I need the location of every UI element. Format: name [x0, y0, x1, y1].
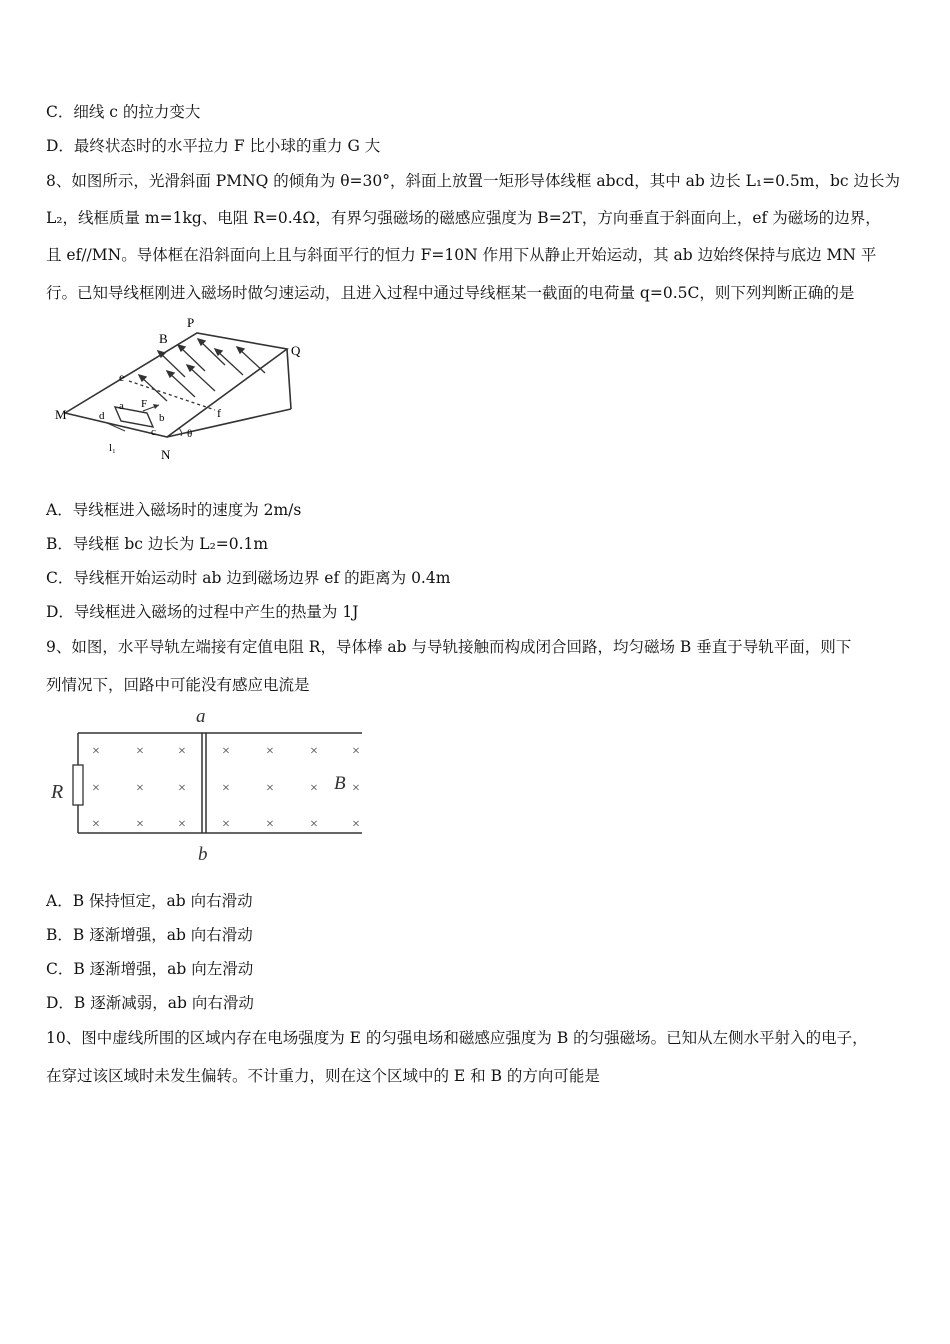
incline-right-edge: [287, 349, 291, 409]
label-r: R: [51, 781, 64, 803]
q8-option-d: D．导线框进入磁场的过程中产生的热量为 1J: [46, 603, 359, 621]
q8-option-b: B．导线框 bc 边长为 L₂=0.1m: [46, 535, 269, 553]
label-b-field: B: [334, 773, 346, 794]
q9-option-b: B．B 逐渐增强，ab 向右滑动: [46, 926, 253, 944]
q7-option-c: C．细线 c 的拉力变大: [46, 103, 201, 121]
svg-text:×: ×: [310, 817, 318, 832]
label-a: a: [119, 400, 124, 412]
resistor: [73, 765, 83, 805]
svg-text:×: ×: [92, 781, 100, 796]
q7-option-d: D．最终状态时的水平拉力 F 比小球的重力 G 大: [46, 137, 381, 155]
label-force: F: [141, 398, 148, 410]
label-d: d: [99, 410, 105, 422]
svg-text:×: ×: [266, 744, 274, 759]
q10-stem-line-2: 在穿过该区域时未发生偏转。不计重力，则在这个区域中的 E 和 B 的方向可能是: [46, 1067, 600, 1085]
label-a: a: [196, 706, 206, 727]
svg-text:×: ×: [266, 817, 274, 832]
label-e: e: [119, 370, 125, 384]
svg-text:×: ×: [310, 781, 318, 796]
svg-text:×: ×: [222, 781, 230, 796]
svg-text:×: ×: [222, 744, 230, 759]
q9-option-a: A．B 保持恒定，ab 向右滑动: [46, 892, 253, 910]
q8-incline-figure: [55, 315, 315, 465]
q9-stem-line-2: 列情况下，回路中可能没有感应电流是: [46, 676, 310, 694]
label-n: N: [161, 447, 171, 462]
svg-text:×: ×: [136, 781, 144, 796]
label-c: c: [151, 426, 156, 438]
q8-option-a: A．导线框进入磁场时的速度为 2m/s: [46, 501, 302, 519]
label-l1: l₁: [109, 442, 116, 454]
q10-stem-line-1: 10、图中虚线所围的区域内存在电场强度为 E 的匀强电场和磁感应强度为 B 的匀强磁场。已知从左侧水平射入的电子，: [46, 1029, 868, 1047]
svg-text:×: ×: [136, 744, 144, 759]
svg-text:×: ×: [92, 744, 100, 759]
q8-stem-line-1: 8、如图所示，光滑斜面 PMNQ 的倾角为 θ=30°，斜面上放置一矩形导体线框 abcd，其中 ab 边长 L₁=0.5m，bc 边长为: [46, 172, 901, 190]
label-b: b: [159, 412, 165, 424]
svg-text:×: ×: [352, 817, 360, 832]
q9-option-c: C．B 逐渐增强，ab 向左滑动: [46, 960, 254, 978]
q9-option-d: D．B 逐渐减弱，ab 向右滑动: [46, 994, 254, 1012]
q9-stem-line-1: 9、如图，水平导轨左端接有定值电阻 R，导体棒 ab 与导轨接触而构成闭合回路，均匀磁场 B 垂直于导轨平面，则下: [46, 638, 852, 656]
q8-stem-line-3: 且 ef//MN。导体框在沿斜面向上且与斜面平行的恒力 F=10N 作用下从静止开始运动，其 ab 边始终保持与底边 MN 平: [46, 246, 877, 264]
q9-rail-figure: [46, 705, 366, 865]
q8-stem-line-4: 行。已知导线框刚进入磁场时做匀速运动，且进入过程中通过导线框某一截面的电荷量 q=0.5C，则下列判断正确的是: [46, 284, 855, 302]
field-crosses: [92, 744, 360, 832]
svg-text:×: ×: [352, 744, 360, 759]
label-p: P: [187, 315, 195, 330]
svg-text:×: ×: [310, 744, 318, 759]
svg-text:×: ×: [222, 817, 230, 832]
svg-text:×: ×: [92, 817, 100, 832]
label-b-field: B: [159, 331, 168, 346]
svg-text:×: ×: [352, 781, 360, 796]
svg-text:×: ×: [178, 781, 186, 796]
magnetic-field-arrows: [139, 339, 265, 401]
label-b: b: [198, 844, 208, 865]
q8-option-c: C．导线框开始运动时 ab 边到磁场边界 ef 的距离为 0.4m: [46, 569, 451, 587]
svg-text:×: ×: [136, 817, 144, 832]
svg-text:×: ×: [178, 744, 186, 759]
label-f: f: [217, 406, 221, 420]
label-q: Q: [291, 343, 301, 358]
label-m: M: [55, 407, 67, 422]
svg-text:×: ×: [266, 781, 274, 796]
q8-stem-line-2: L₂，线框质量 m=1kg、电阻 R=0.4Ω，有界匀强磁场的磁感应强度为 B=2T，方向垂直于斜面向上，ef 为磁场的边界，: [46, 209, 881, 227]
label-theta: θ: [187, 428, 193, 440]
svg-text:×: ×: [178, 817, 186, 832]
